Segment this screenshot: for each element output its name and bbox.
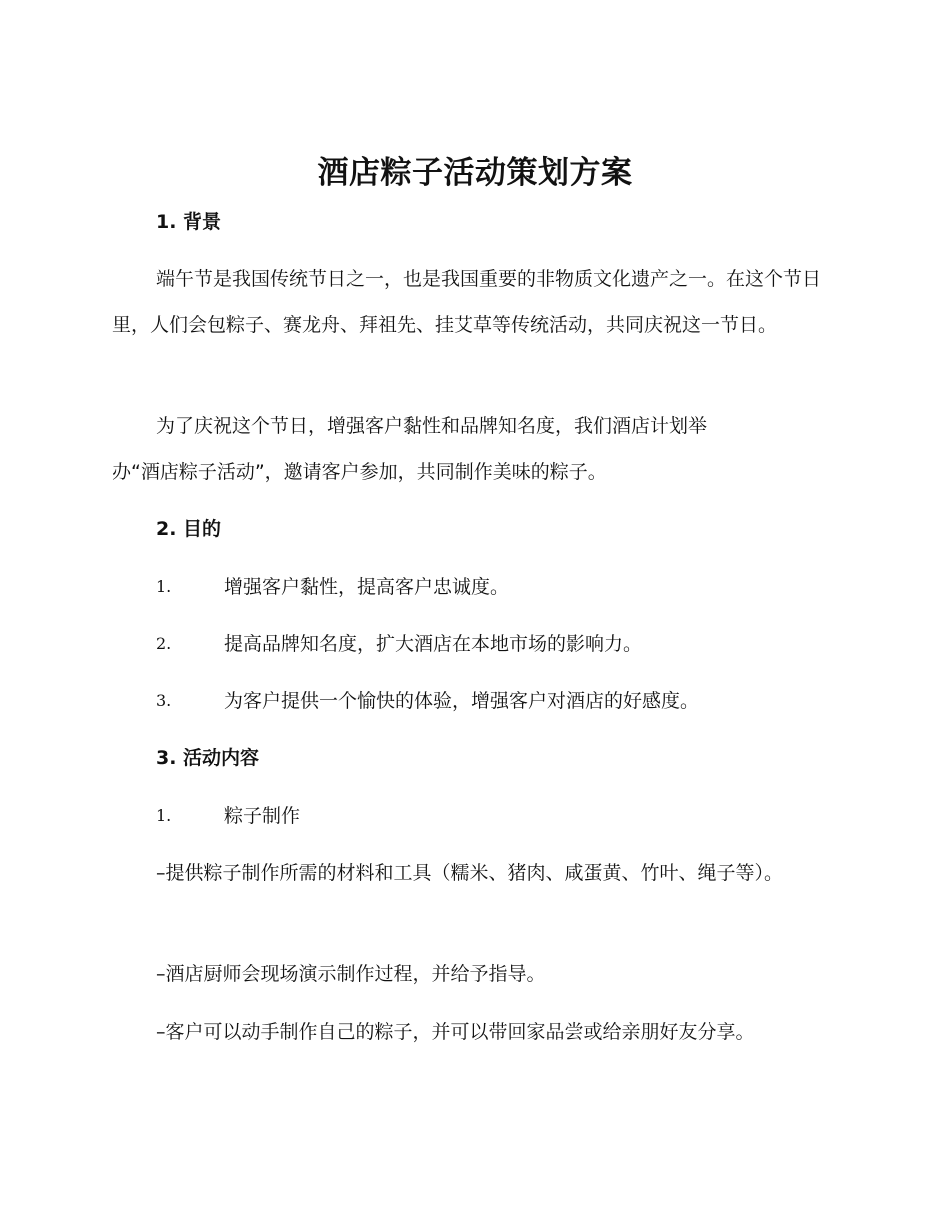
purpose-item-3-number: 3. bbox=[156, 691, 172, 710]
purpose-item-1-number: 1. bbox=[156, 577, 172, 596]
background-paragraph-2-line-1: 为了庆祝这个节日，增强客户黏性和品牌知名度，我们酒店计划举 bbox=[156, 415, 708, 437]
purpose-item-1-text: 增强客户黏性，提高客户忠诚度。 bbox=[224, 576, 510, 598]
purpose-item-2-number: 2. bbox=[156, 634, 172, 653]
purpose-item-2-text: 提高品牌知名度，扩大酒店在本地市场的影响力。 bbox=[224, 633, 643, 655]
activity-bullet-3: –客户可以动手制作自己的粽子，并可以带回家品尝或给亲朋好友分享。 bbox=[156, 1021, 755, 1043]
background-paragraph-1: 端午节是我国传统节日之一，也是我国重要的非物质文化遗产之一。在这个节日里，人们会包粽子、赛龙舟、拜祖先、挂艾草等传统活动，共同庆祝这一节日。 bbox=[112, 268, 822, 336]
section-heading-background: 1. 背景 bbox=[156, 211, 222, 233]
activity-bullet-1: –提供粽子制作所需的材料和工具（糯米、猪肉、咸蛋黄、竹叶、绳子等）。 bbox=[156, 862, 784, 884]
activity-item-1-text: 粽子制作 bbox=[224, 805, 301, 827]
section-heading-activity: 3. 活动内容 bbox=[156, 747, 260, 769]
activity-item-1-number: 1. bbox=[156, 806, 172, 825]
document-title: 酒店粽子活动策划方案 bbox=[317, 155, 633, 191]
background-paragraph-2-line-2: 办“酒店粽子活动”，邀请客户参加，共同制作美味的粽子。 bbox=[112, 461, 607, 483]
section-heading-purpose: 2. 目的 bbox=[156, 518, 222, 540]
activity-bullet-2: –酒店厨师会现场演示制作过程，并给予指导。 bbox=[156, 963, 546, 985]
purpose-item-3-text: 为客户提供一个愉快的体验，增强客户对酒店的好感度。 bbox=[224, 690, 700, 712]
